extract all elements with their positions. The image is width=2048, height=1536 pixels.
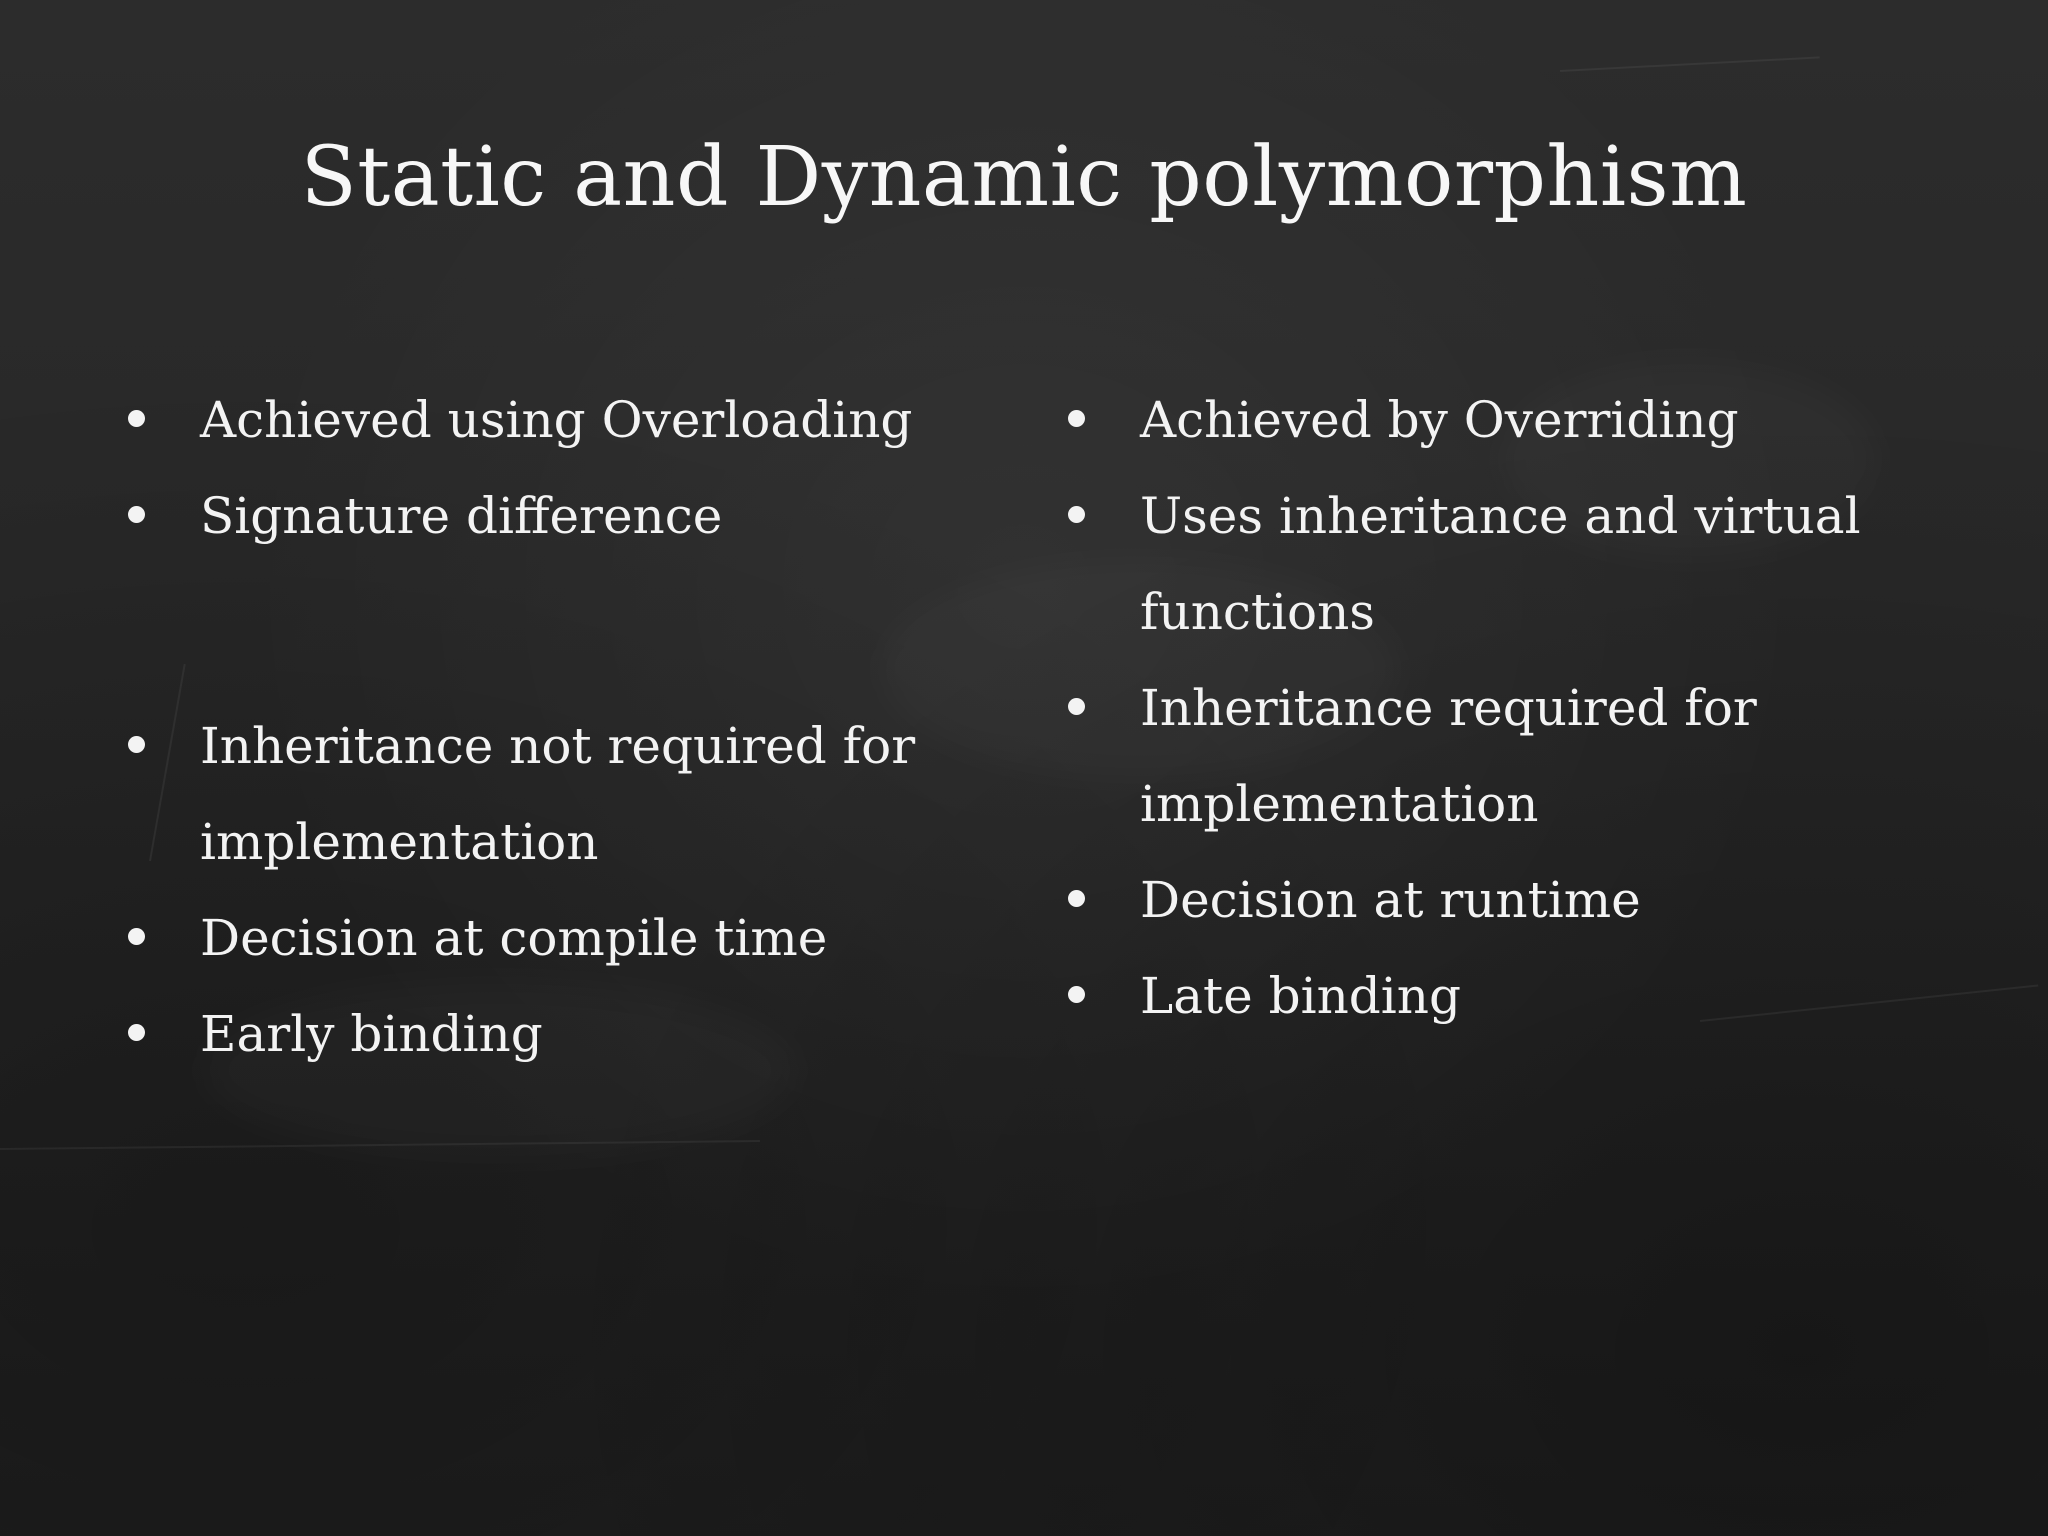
list-item-text: Late binding	[1140, 967, 1461, 1025]
bullet-dot-icon	[1068, 986, 1085, 1003]
bullet-dot-icon	[128, 410, 145, 427]
list-spacer	[122, 564, 962, 698]
bullet-dot-icon	[1068, 410, 1085, 427]
list-item	[122, 468, 962, 564]
bullet-dot-icon	[1068, 698, 1085, 715]
list-item	[1062, 468, 1942, 660]
list-item-text: Decision at compile time	[200, 909, 828, 967]
list-item-text: Achieved by Overriding	[1140, 391, 1739, 449]
list-item	[1062, 852, 1942, 948]
bullet-dot-icon	[128, 1024, 145, 1041]
list-item	[1062, 372, 1942, 468]
list-item-text: Uses inheritance and virtual functions	[1140, 487, 1861, 641]
list-item	[122, 986, 962, 1082]
list-item-text: Early binding	[200, 1005, 543, 1063]
list-item-text: Inheritance not required for implementation	[200, 717, 916, 871]
bullet-dot-icon	[128, 506, 145, 523]
list-item	[122, 372, 962, 468]
list-item-text: Signature difference	[200, 487, 723, 545]
list-item-text: Decision at runtime	[1140, 871, 1641, 929]
bullet-dot-icon	[128, 736, 145, 753]
list-item	[122, 890, 962, 986]
dynamic-polymorphism-list	[1062, 372, 1942, 1044]
list-item	[122, 698, 962, 890]
bullet-dot-icon	[1068, 890, 1085, 907]
list-item-text: Achieved using Overloading	[200, 391, 913, 449]
list-item-text: Inheritance required for implementation	[1140, 679, 1757, 833]
list-item	[1062, 660, 1942, 852]
slide-title: Static and Dynamic polymorphism	[300, 130, 1748, 225]
list-item	[1062, 948, 1942, 1044]
chalk-scratch	[1560, 56, 1820, 72]
bullet-dot-icon	[128, 928, 145, 945]
bullet-dot-icon	[1068, 506, 1085, 523]
static-polymorphism-list	[122, 372, 962, 1082]
